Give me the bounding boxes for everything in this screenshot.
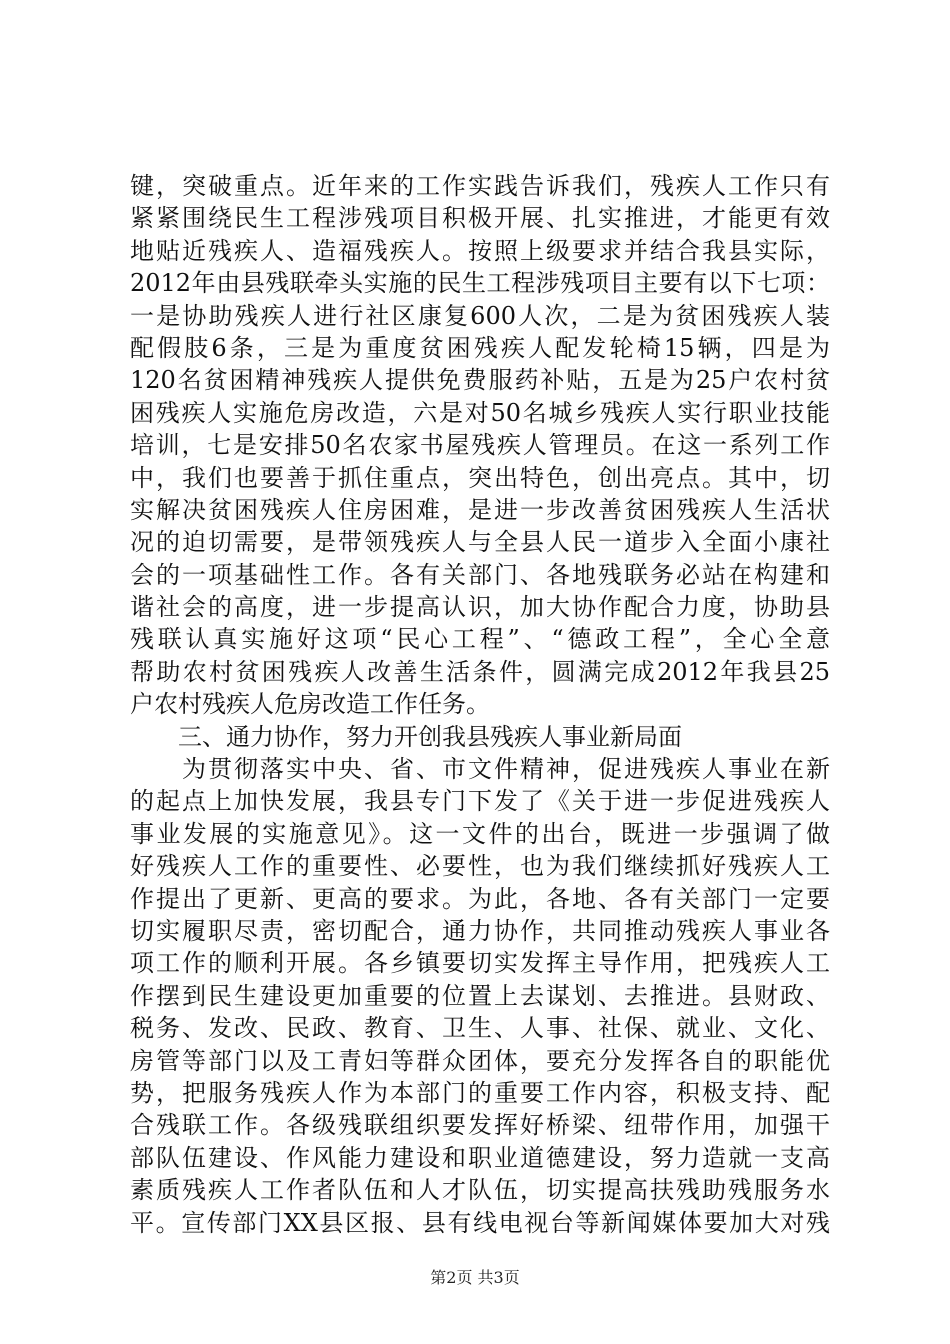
text-line: 紧紧围绕民生工程涉残项目积极开展、扎实推进，才能更有效 bbox=[130, 204, 830, 233]
text-line: 税务、发改、民政、教育、卫生、人事、社保、就业、文化、 bbox=[130, 1014, 830, 1043]
text-line: 地贴近残疾人、造福残疾人。按照上级要求并结合我县实际， bbox=[130, 236, 830, 265]
text-line: 困残疾人实施危房改造，六是对50名城乡残疾人实行职业技能 bbox=[130, 398, 830, 427]
text-line: 为贯彻落实中央、省、市文件精神，促进残疾人事业在新 bbox=[130, 755, 830, 784]
text-line: 事业发展的实施意见》。这一文件的出台，既进一步强调了做 bbox=[130, 819, 830, 848]
text-line: 键，突破重点。近年来的工作实践告诉我们，残疾人工作只有 bbox=[130, 172, 830, 200]
text-line: 项工作的顺利开展。各乡镇要切实发挥主导作用，把残疾人工 bbox=[130, 949, 830, 978]
text-line: 120名贫困精神残疾人提供免费服药补贴，五是为25户农村贫 bbox=[130, 366, 830, 395]
text-line: 合残联工作。各级残联组织要发挥好桥梁、纽带作用，加强干 bbox=[130, 1111, 830, 1140]
text-line: 户农村残疾人危房改造工作任务。 bbox=[130, 690, 490, 719]
text-line: 2012年由县残联牵头实施的民生工程涉残项目主要有以下七项： bbox=[130, 269, 830, 298]
text-line: 残联认真实施好这项“民心工程”、“德政工程”，全心全意 bbox=[130, 625, 830, 654]
text-line: 况的迫切需要，是带领残疾人与全县人民一道步入全面小康社 bbox=[130, 528, 830, 557]
text-line: 帮助农村贫困残疾人改善生活条件，圆满完成2012年我县25 bbox=[130, 657, 830, 686]
text-line: 房管等部门以及工青妇等群众团体，要充分发挥各自的职能优 bbox=[130, 1046, 830, 1075]
text-line: 实解决贫困残疾人住房困难，是进一步改善贫困残疾人生活状 bbox=[130, 495, 830, 524]
text-line: 一是协助残疾人进行社区康复600人次，二是为贫困残疾人装 bbox=[130, 301, 830, 330]
text-line: 中，我们也要善于抓住重点，突出特色，创出亮点。其中，切 bbox=[130, 463, 830, 492]
text-line: 平。宣传部门XX县区报、县有线电视台等新闻媒体要加大对残 bbox=[130, 1208, 830, 1237]
text-line: 谐社会的高度，进一步提高认识，加大协作配合力度，协助县 bbox=[130, 593, 830, 622]
text-line: 培训，七是安排50名农家书屋残疾人管理员。在这一系列工作 bbox=[130, 431, 830, 460]
section-heading: 三、通力协作，努力开创我县残疾人事业新局面 bbox=[130, 722, 682, 751]
body-text bbox=[130, 170, 830, 1239]
text-line: 作摆到民生建设更加重要的位置上去谋划、去推进。县财政、 bbox=[130, 981, 830, 1010]
text-line: 切实履职尽责，密切配合，通力协作，共同推动残疾人事业各 bbox=[130, 916, 830, 945]
text-line: 作提出了更新、更高的要求。为此，各地、各有关部门一定要 bbox=[130, 884, 830, 913]
page-footer: 第2页 共3页 bbox=[430, 1268, 520, 1287]
text-line: 配假肢6条，三是为重度贫困残疾人配发轮椅15辆，四是为 bbox=[130, 333, 830, 362]
text-line: 好残疾人工作的重要性、必要性，也为我们继续抓好残疾人工 bbox=[130, 852, 830, 881]
text-line: 会的一项基础性工作。各有关部门、各地残联务必站在构建和 bbox=[130, 560, 830, 589]
text-line: 素质残疾人工作者队伍和人才队伍，切实提高扶残助残服务水 bbox=[130, 1176, 830, 1205]
text-line: 部队伍建设、作风能力建设和职业道德建设，努力造就一支高 bbox=[130, 1143, 830, 1172]
text-line: 势，把服务残疾人作为本部门的重要工作内容，积极支持、配 bbox=[130, 1078, 830, 1107]
text-line: 的起点上加快发展，我县专门下发了《关于进一步促进残疾人 bbox=[130, 787, 830, 816]
